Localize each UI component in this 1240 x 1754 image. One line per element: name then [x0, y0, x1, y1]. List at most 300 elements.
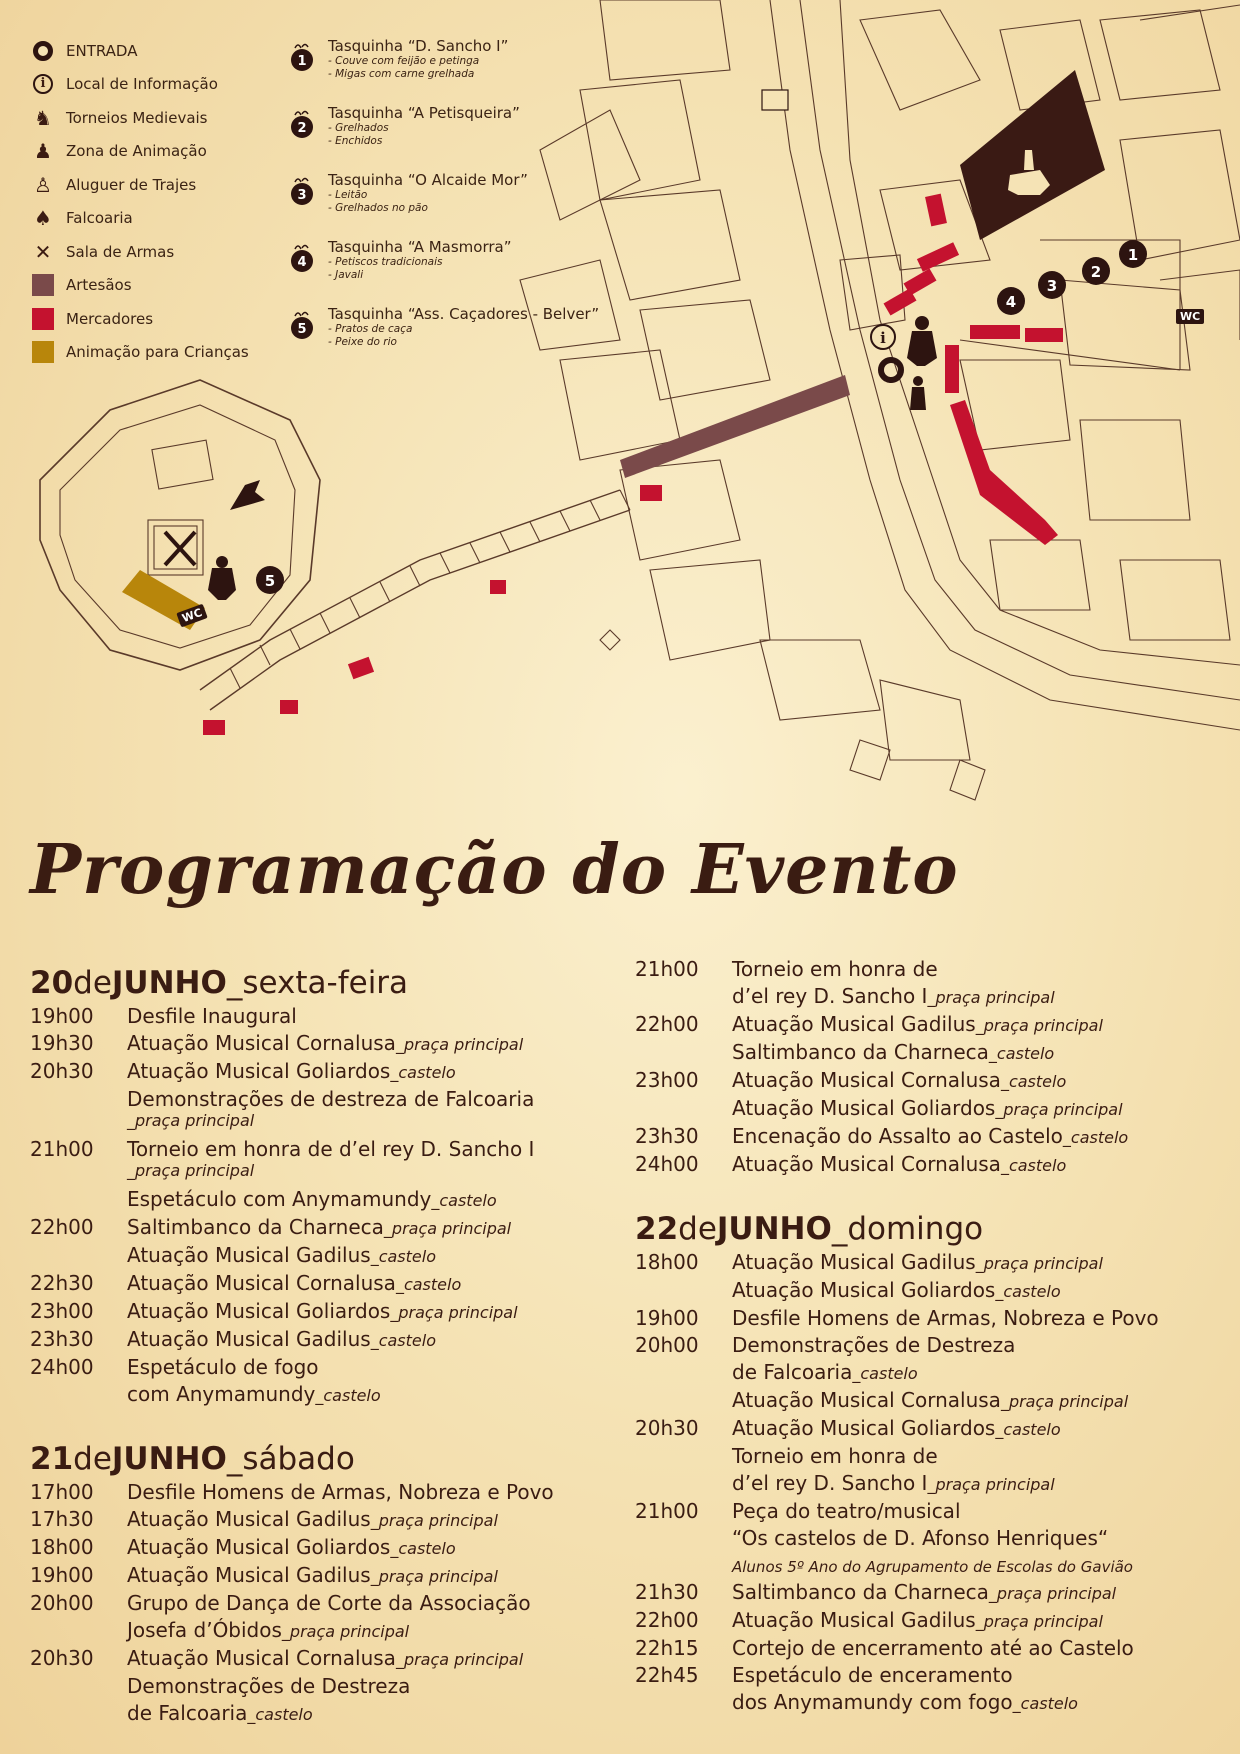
event-line	[127, 1214, 610, 1242]
main-road-edge-right	[800, 0, 1240, 700]
event-row	[635, 956, 1230, 1011]
event-title: de Falcoaria	[732, 1360, 853, 1384]
event-line	[127, 1590, 610, 1617]
day-weekday: _sexta-feira	[226, 965, 409, 1001]
square-icon	[28, 272, 58, 298]
event-line	[732, 1552, 1230, 1579]
event-lines	[732, 1011, 1230, 1067]
event-lines	[127, 1270, 610, 1298]
legend-label: Aluguer de Trajes	[66, 175, 197, 194]
legend-item	[28, 101, 288, 135]
svg-text:i: i	[880, 329, 886, 347]
event-row	[30, 1214, 610, 1270]
event-title: Atuação Musical Goliardos	[127, 1535, 391, 1559]
castle-wall-outer	[40, 380, 320, 670]
event-line	[732, 1123, 1230, 1151]
event-time: 22h15	[635, 1636, 699, 1660]
event-lines	[732, 1067, 1230, 1123]
event-line	[732, 1359, 1230, 1387]
event-title: Grupo de Dança de Corte da Associação	[127, 1591, 531, 1615]
event-title: Desfile Inaugural	[127, 1004, 297, 1028]
event-time: 20h00	[30, 1591, 94, 1615]
event-row	[635, 1067, 1230, 1123]
event-location: _praça principal	[395, 1650, 524, 1669]
pot-3-icon	[288, 176, 316, 206]
event-line	[127, 1298, 610, 1326]
pot-2-icon	[288, 109, 316, 139]
event-line	[127, 1110, 610, 1130]
event-row	[635, 1415, 1230, 1498]
event-location: _praça principal	[370, 1511, 498, 1530]
program-day	[635, 956, 1230, 1179]
event-lines	[127, 1003, 610, 1030]
falcon-icon: ♠	[34, 206, 52, 231]
event-location: _praça principal	[1000, 1392, 1129, 1411]
event-title: Atuação Musical Gadilus	[732, 1608, 976, 1632]
jester-icon: ♟	[34, 139, 52, 164]
event-title: Atuação Musical Gadilus	[127, 1563, 371, 1587]
event-title: “Os castelos de D. Afonso Henriques“	[732, 1526, 1109, 1550]
event-time: 23h30	[635, 1124, 699, 1148]
tasquinha-name: Tasquinha “O Alcaide Mor”	[328, 171, 528, 189]
program-column-right	[635, 956, 1230, 1717]
event-title: Atuação Musical Goliardos	[127, 1299, 391, 1323]
event-title: Cortejo de encerramento até ao Castelo	[732, 1636, 1134, 1660]
svg-text:4: 4	[1005, 293, 1017, 311]
event-location: _castelo	[395, 1275, 462, 1294]
event-lines	[732, 1123, 1230, 1151]
event-location: _praça principal	[975, 1254, 1103, 1273]
event-row	[30, 1270, 610, 1298]
event-title: Atuação Musical Cornalusa	[732, 1152, 1001, 1176]
event-title: d’el rey D. Sancho I	[732, 984, 928, 1008]
event-title: Torneio em honra de	[732, 1444, 938, 1468]
event-line	[127, 1534, 610, 1562]
event-lines	[127, 1590, 610, 1645]
event-title: Saltimbanco da Charneca	[732, 1580, 989, 1604]
legend-item	[28, 269, 288, 303]
event-row	[30, 1326, 610, 1354]
event-title: Saltimbanco da Charneca	[732, 1040, 989, 1064]
event-location: _praça principal	[975, 1016, 1103, 1035]
event-location: _castelo	[390, 1539, 456, 1558]
event-location: _praça principal	[927, 1475, 1055, 1494]
svg-text:2: 2	[1090, 263, 1102, 281]
tasquinha-name: Tasquinha “Ass. Caçadores - Belver”	[328, 305, 600, 323]
event-row	[635, 1249, 1230, 1305]
event-line	[732, 1635, 1230, 1662]
event-title: Torneio em honra de d’el rey D. Sancho I	[127, 1137, 535, 1161]
event-title: d’el rey D. Sancho I	[732, 1471, 928, 1495]
event-location: _castelo	[1012, 1694, 1078, 1713]
falcon-icon	[230, 480, 265, 510]
event-line	[127, 1003, 610, 1030]
event-lines	[127, 1645, 610, 1728]
legend-label: Torneios Medievais	[66, 108, 208, 127]
day-de: de	[73, 1441, 112, 1477]
event-location: _castelo	[852, 1364, 918, 1383]
event-line	[127, 1326, 610, 1354]
legend-label: Animação para Crianças	[66, 343, 249, 362]
event-location: _praça principal	[127, 1161, 255, 1180]
event-line	[732, 1415, 1230, 1443]
event-row	[635, 1123, 1230, 1151]
event-line	[732, 1387, 1230, 1415]
wc-badge-castle: WC	[176, 604, 208, 628]
event-title: de Falcoaria	[127, 1701, 248, 1725]
event-lines	[732, 1635, 1230, 1662]
event-row	[30, 1003, 610, 1030]
event-location: _castelo	[995, 1420, 1061, 1439]
pot-5-icon	[256, 566, 284, 594]
event-location: _praça principal	[975, 1612, 1103, 1631]
event-lines	[732, 1662, 1230, 1717]
pot-4-icon	[997, 287, 1025, 315]
day-heading	[30, 963, 610, 1003]
program-day	[30, 963, 610, 1409]
event-line	[732, 983, 1230, 1011]
horse-rider-icon: ♞	[34, 105, 52, 130]
program-title: Programação do Evento	[30, 830, 959, 910]
costume-icon	[910, 376, 926, 410]
color-swatch	[32, 308, 54, 330]
entrance-ring-icon	[28, 38, 58, 64]
day-number: 21	[30, 1441, 74, 1477]
event-time: 21h00	[635, 957, 699, 981]
day-heading	[30, 1439, 610, 1479]
event-title: Espetáculo de fogo	[127, 1355, 319, 1379]
event-line	[127, 1354, 610, 1381]
event-time: 22h45	[635, 1663, 699, 1687]
crossed-swords-icon: ✕	[34, 239, 52, 264]
pot-1-icon	[1119, 240, 1147, 268]
event-lines	[127, 1298, 610, 1326]
event-title: Demonstrações de destreza de Falcoaria	[127, 1087, 535, 1111]
pot-3-icon	[1038, 271, 1066, 299]
info-icon	[28, 71, 58, 97]
legend-item	[28, 34, 288, 68]
event-location: _praça principal	[995, 1100, 1123, 1119]
event-title: Atuação Musical Gadilus	[732, 1250, 976, 1274]
event-location: _castelo	[370, 1331, 436, 1350]
tasquinha-item	[288, 239, 618, 306]
color-swatch	[32, 274, 54, 296]
event-title: Atuação Musical Cornalusa	[127, 1271, 396, 1295]
event-lines	[127, 1058, 610, 1136]
event-line	[732, 1332, 1230, 1359]
crossed-swords-icon	[165, 532, 195, 565]
legend-item	[28, 235, 288, 269]
event-line	[127, 1673, 610, 1700]
event-lines	[127, 1214, 610, 1270]
event-time: 22h30	[30, 1271, 94, 1295]
event-row	[30, 1354, 610, 1409]
event-time: 20h30	[30, 1059, 94, 1083]
event-lines	[127, 1354, 610, 1409]
event-time: 22h00	[635, 1012, 699, 1036]
tasquinha-item	[288, 172, 618, 239]
event-line	[127, 1242, 610, 1270]
legend-item	[28, 135, 288, 169]
event-title: Desfile Homens de Armas, Nobreza e Povo	[127, 1480, 554, 1504]
event-line	[732, 1443, 1230, 1470]
event-line	[127, 1479, 610, 1506]
legend-label: Falcoaria	[66, 209, 133, 228]
event-time: 24h00	[635, 1152, 699, 1176]
event-time: 21h00	[30, 1137, 94, 1161]
costume-icon: ♙	[34, 172, 52, 197]
svg-text:5: 5	[297, 322, 307, 337]
ring-shape	[33, 41, 53, 61]
legend-label: Zona de Animação	[66, 142, 207, 161]
event-row	[30, 1298, 610, 1326]
event-time: 19h00	[30, 1004, 94, 1028]
event-line	[732, 1011, 1230, 1039]
event-time: 17h00	[30, 1480, 94, 1504]
event-line	[127, 1058, 610, 1086]
event-line	[127, 1030, 610, 1058]
event-line	[732, 1689, 1230, 1717]
event-location: _praça principal	[390, 1303, 518, 1322]
event-title: dos Anymamundy com fogo	[732, 1690, 1013, 1714]
pot-2-icon	[1082, 257, 1110, 285]
spacer	[635, 1179, 1230, 1201]
event-title: Atuação Musical Gadilus	[732, 1012, 976, 1036]
event-time: 19h30	[30, 1031, 94, 1055]
tasquinha-item	[288, 105, 618, 172]
event-title: Peça do teatro/musical	[732, 1499, 961, 1523]
entrance-ring-icon	[881, 360, 901, 380]
event-line	[127, 1700, 610, 1728]
event-location: _praça principal	[988, 1584, 1117, 1603]
program-day	[635, 1209, 1230, 1717]
day-weekday: _domingo	[831, 1211, 984, 1247]
day-de: de	[73, 965, 112, 1001]
event-lines	[127, 1479, 610, 1506]
event-title: Desfile Homens de Armas, Nobreza e Povo	[732, 1306, 1159, 1330]
pot-1-icon	[288, 42, 316, 72]
event-location: _praça principal	[370, 1567, 498, 1586]
event-time: 23h30	[30, 1327, 94, 1351]
legend	[28, 34, 288, 369]
legend-item	[28, 202, 288, 236]
event-row	[635, 1305, 1230, 1332]
event-location: _castelo	[1000, 1156, 1067, 1175]
event-line	[732, 1277, 1230, 1305]
svg-text:3: 3	[1046, 277, 1058, 295]
event-title: com Anymamundy	[127, 1382, 316, 1406]
event-time: 23h00	[30, 1299, 94, 1323]
event-line	[732, 1579, 1230, 1607]
pot-4-icon	[288, 243, 316, 273]
event-time: 18h00	[30, 1535, 94, 1559]
svg-text:1: 1	[1127, 246, 1139, 264]
event-row	[635, 1579, 1230, 1607]
event-line	[732, 1470, 1230, 1498]
event-time: 19h00	[30, 1563, 94, 1587]
event-title: Encenação do Assalto ao Castelo	[732, 1124, 1063, 1148]
svg-text:1: 1	[297, 54, 307, 69]
tasquinha-item	[288, 306, 618, 373]
event-location: _castelo	[1062, 1128, 1129, 1147]
event-lines	[127, 1136, 610, 1214]
event-time: 19h00	[635, 1306, 699, 1330]
event-lines	[127, 1506, 610, 1534]
event-title: Atuação Musical Gadilus	[127, 1507, 371, 1531]
day-number: 22	[635, 1211, 679, 1247]
event-title: Demonstrações de Destreza	[732, 1333, 1016, 1357]
tasquinha-dish: - Grelhados no pão	[328, 202, 428, 214]
event-title: Atuação Musical Cornalusa	[732, 1388, 1001, 1412]
tasquinha-dish: - Enchidos	[328, 135, 383, 147]
day-de: de	[678, 1211, 717, 1247]
event-title: Atuação Musical Gadilus	[127, 1243, 371, 1267]
legend-label: Sala de Armas	[66, 242, 175, 261]
event-row	[30, 1590, 610, 1645]
event-lines	[127, 1030, 610, 1058]
svg-text:2: 2	[297, 121, 307, 136]
event-row	[635, 1662, 1230, 1717]
event-title: Atuação Musical Cornalusa	[127, 1646, 396, 1670]
tasquinha-item	[288, 38, 618, 105]
tasquinha-dish: - Pratos de caça	[328, 323, 413, 335]
event-row	[635, 1332, 1230, 1415]
info-glyph: i	[33, 74, 53, 94]
event-time: 21h00	[635, 1499, 699, 1523]
event-line	[732, 956, 1230, 983]
day-heading	[635, 1209, 1230, 1249]
legend-label: Local de Informação	[66, 75, 218, 94]
legend-item	[28, 302, 288, 336]
event-row	[30, 1030, 610, 1058]
event-time: 20h30	[30, 1646, 94, 1670]
event-line	[127, 1506, 610, 1534]
event-location: _castelo	[988, 1044, 1055, 1063]
event-time: 20h30	[635, 1416, 699, 1440]
event-row	[30, 1136, 610, 1214]
jester-icon	[208, 556, 236, 600]
event-time: 24h00	[30, 1355, 94, 1379]
event-location: _castelo	[431, 1191, 497, 1210]
event-lines	[127, 1534, 610, 1562]
event-title: Josefa d’Óbidos	[127, 1618, 282, 1642]
event-location: _praça principal	[127, 1111, 255, 1130]
festival-map	[0, 0, 1240, 850]
tasquinha-dish: - Couve com feijão e petinga	[328, 55, 480, 67]
event-row	[635, 1635, 1230, 1662]
event-lines	[732, 1151, 1230, 1179]
event-lines	[732, 1305, 1230, 1332]
legend-label: ENTRADA	[66, 41, 138, 60]
event-location: _praça principal	[281, 1622, 410, 1641]
event-lines	[732, 956, 1230, 1011]
event-location: _praça principal	[395, 1035, 524, 1054]
legend-item	[28, 168, 288, 202]
event-line	[732, 1662, 1230, 1689]
event-line	[127, 1086, 610, 1113]
event-time: 17h30	[30, 1507, 94, 1531]
event-line	[127, 1270, 610, 1298]
event-title: Atuação Musical Gadilus	[127, 1327, 371, 1351]
event-lines	[127, 1562, 610, 1590]
event-row	[635, 1607, 1230, 1635]
pot-5-icon	[288, 310, 316, 340]
event-row	[635, 1011, 1230, 1067]
tasquinha-dish: - Migas com carne grelhada	[328, 68, 475, 80]
event-lines	[732, 1607, 1230, 1635]
event-title: Saltimbanco da Charneca	[127, 1215, 384, 1239]
event-title: Atuação Musical Cornalusa	[127, 1031, 396, 1055]
day-month: JUNHO	[111, 965, 227, 1001]
square-icon	[28, 339, 58, 365]
event-note: Alunos 5º Ano do Agrupamento de Escolas do Gavião	[732, 1558, 1133, 1576]
event-line	[127, 1186, 610, 1214]
event-line	[732, 1525, 1230, 1552]
event-time: 23h00	[635, 1068, 699, 1092]
day-month: JUNHO	[716, 1211, 832, 1247]
event-line	[732, 1607, 1230, 1635]
legend-label: Mercadores	[66, 309, 154, 328]
event-location: _castelo	[370, 1247, 436, 1266]
tasquinha-name: Tasquinha “A Petisqueira”	[328, 104, 520, 122]
event-time: 21h30	[635, 1580, 699, 1604]
main-road-edge-left	[770, 0, 1240, 730]
event-title: Atuação Musical Goliardos	[127, 1059, 391, 1083]
event-lines	[732, 1249, 1230, 1305]
event-line	[732, 1095, 1230, 1123]
svg-text:3: 3	[297, 188, 307, 203]
event-time: 22h00	[635, 1608, 699, 1632]
event-title: Espetáculo de enceramento	[732, 1663, 1013, 1687]
legend-label: Artesãos	[66, 276, 132, 295]
event-title: Atuação Musical Cornalusa	[732, 1068, 1001, 1092]
tasquinhas-list	[288, 38, 618, 373]
event-row	[635, 1498, 1230, 1579]
event-line	[127, 1381, 610, 1409]
event-row	[30, 1562, 610, 1590]
jester-icon	[907, 316, 937, 366]
legend-item	[28, 68, 288, 102]
event-row	[30, 1479, 610, 1506]
artisans-zone	[620, 375, 850, 478]
event-line	[732, 1039, 1230, 1067]
event-lines	[732, 1332, 1230, 1415]
event-title: Atuação Musical Goliardos	[732, 1096, 996, 1120]
wc-badge-square: WC	[1176, 309, 1204, 324]
event-lines	[732, 1579, 1230, 1607]
event-lines	[732, 1415, 1230, 1498]
tasquinha-dish: - Peixe do rio	[328, 336, 397, 348]
day-month: JUNHO	[111, 1441, 227, 1477]
event-row	[635, 1151, 1230, 1179]
event-line	[127, 1136, 610, 1163]
event-row	[30, 1058, 610, 1136]
day-number: 20	[30, 965, 74, 1001]
event-line	[127, 1645, 610, 1673]
event-line	[127, 1160, 610, 1180]
event-title: Atuação Musical Goliardos	[732, 1278, 996, 1302]
tasquinha-name: Tasquinha “D. Sancho I”	[328, 37, 509, 55]
day-weekday: _sábado	[226, 1441, 355, 1477]
event-title: Atuação Musical Goliardos	[732, 1416, 996, 1440]
event-lines	[732, 1498, 1230, 1579]
svg-text:4: 4	[297, 255, 307, 270]
square-icon	[28, 306, 58, 332]
event-location: _praça principal	[383, 1219, 512, 1238]
event-location: _castelo	[995, 1282, 1061, 1301]
event-location: _castelo	[247, 1705, 313, 1724]
event-line	[732, 1151, 1230, 1179]
